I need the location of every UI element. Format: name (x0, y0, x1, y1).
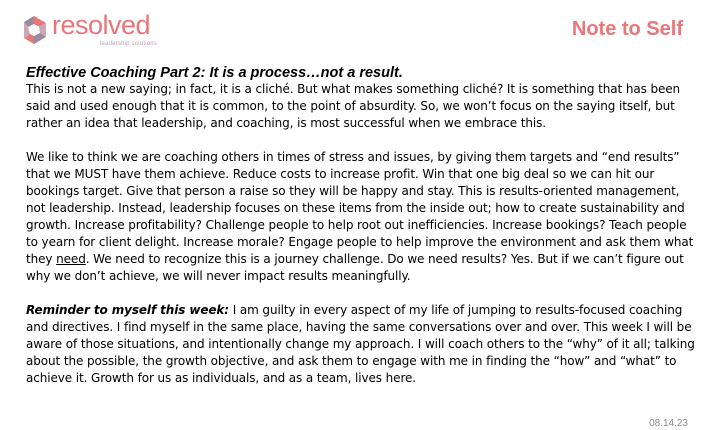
paragraph-main-text-2: . We need to recognize this is a journey challenge. Do we need results? Yes. But if we can’t figure out why we don’t achieve, we will never impact results meaningfully. (26, 252, 684, 283)
logo-wordmark: resolved (52, 10, 151, 40)
note-title: Note to Self (571, 18, 683, 40)
paragraph-main-underlined: need (56, 252, 86, 266)
paragraph-main-text-1: We like to think we are coaching others in times of stress and issues, by giving them targets and “end results” that we MUST have them achieve. Reduce costs to increase profit. Win that one big deal so we can hit our bookings target. Give that person a raise so they will be happy and stay. This is results-oriented management, not leadership. Instead, leadership focuses on these items from the inside out; how to create sustainability and growth. Increase profitability? Challenge people to help root out inefficiencies. Increase bookings? Teach people to yearn for client delight. Increase morale? Engage people to help improve the environment and ask them what they (26, 150, 694, 266)
paragraph-intro: This is not a new saying; in fact, it is a cliché. But what makes something cliché? It is something that has been said and used enough that it is common, to the point of absurdity. So, we won’t focus on the saying itself, but rather an idea that leadership, and coaching, is most successful when we embrace this. (26, 82, 681, 130)
paragraph-main (26, 149, 702, 285)
resolved-logo-mark-icon (22, 16, 48, 44)
logo-tagline: leadership solutions (100, 41, 158, 47)
paragraph-reminder (26, 302, 702, 387)
article-heading: Effective Coaching Part 2: It is a process…not a result. (26, 65, 403, 81)
header (0, 0, 715, 60)
article-body (26, 65, 702, 387)
paragraph-gap (26, 132, 702, 149)
reminder-body: I am guilty in every aspect of my life of jumping to results-focused coaching and directives. I find myself in the same place, having the same conversations over and over. This week I will be aware of those situations, and intentionally change my approach. I will coach others to the “why” of it all; talking about the possible, the growth objective, and ask them to engage with me in finding the “how” and “what” to achieve it. Growth for us as individuals, and as a team, lives here. (26, 303, 695, 385)
footer-date: 08.14.23 (649, 418, 688, 429)
reminder-lead: Reminder to myself this week: (26, 303, 229, 317)
resolved-logo (22, 10, 192, 48)
paragraph-gap (26, 285, 702, 302)
